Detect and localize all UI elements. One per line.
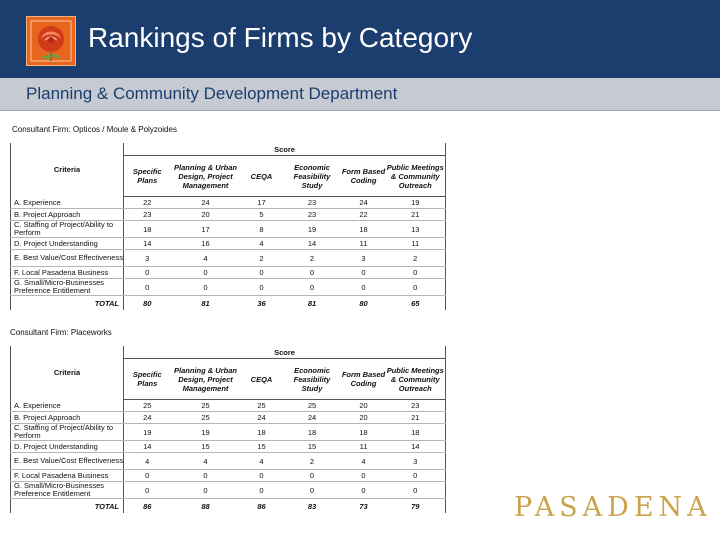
table-cell: 0 bbox=[171, 482, 241, 499]
rose-logo-icon bbox=[26, 16, 76, 66]
table-row bbox=[11, 279, 446, 296]
table-cell: 11 bbox=[342, 238, 386, 250]
table-cell: 15 bbox=[241, 441, 283, 453]
column-header-urban-design: Planning & Urban Design, Project Management bbox=[171, 359, 241, 400]
table-cell: 0 bbox=[124, 482, 171, 499]
table-cell: 17 bbox=[171, 221, 241, 238]
row-label: E. Best Value/Cost Effectiveness bbox=[11, 250, 124, 267]
table-cell: 2 bbox=[241, 250, 283, 267]
table-cell: 0 bbox=[386, 482, 446, 499]
table-cell: 24 bbox=[124, 412, 171, 424]
total-cell: 86 bbox=[143, 501, 152, 511]
column-header-economic: Economic Feasibility Study bbox=[283, 359, 342, 400]
column-header-form-based: Form Based Coding bbox=[342, 359, 386, 400]
total-cell: 81 bbox=[307, 298, 317, 308]
table-cell: 19 bbox=[124, 424, 171, 441]
table-cell: 23 bbox=[283, 209, 342, 221]
firm-label-placeworks: Consultant Firm: Placeworks bbox=[10, 328, 112, 337]
table-cell: 4 bbox=[342, 453, 386, 470]
table-row bbox=[11, 482, 446, 499]
table-cell: 19 bbox=[171, 424, 241, 441]
criteria-header: Criteria bbox=[11, 346, 124, 400]
total-label: TOTAL bbox=[11, 296, 124, 311]
table-cell: 0 bbox=[124, 279, 171, 296]
table-cell: 0 bbox=[241, 470, 283, 482]
table-cell: 23 bbox=[124, 209, 171, 221]
table-cell: 0 bbox=[342, 279, 386, 296]
total-row bbox=[11, 499, 446, 514]
table-cell: 0 bbox=[386, 470, 446, 482]
table-row bbox=[11, 424, 446, 441]
criteria-header: Criteria bbox=[11, 143, 124, 197]
table-row bbox=[11, 441, 446, 453]
table-cell: 18 bbox=[342, 221, 386, 238]
score-table-placeworks bbox=[10, 346, 446, 513]
column-header-specific-plans: Specific Plans bbox=[124, 156, 171, 197]
table-cell: 18 bbox=[283, 424, 342, 441]
table-cell: 0 bbox=[283, 470, 342, 482]
table-cell: 17 bbox=[241, 197, 283, 209]
table-cell: 5 bbox=[241, 209, 283, 221]
row-label: F. Local Pasadena Business bbox=[11, 267, 124, 279]
table-cell: 19 bbox=[386, 197, 446, 209]
table-cell: 18 bbox=[342, 424, 386, 441]
row-label: F. Local Pasadena Business bbox=[11, 470, 124, 482]
table-cell: 24 bbox=[171, 197, 241, 209]
table-row bbox=[11, 412, 446, 424]
table-cell: 4 bbox=[171, 453, 241, 470]
table-cell: 22 bbox=[124, 197, 171, 209]
table-cell: 14 bbox=[386, 441, 446, 453]
table-row bbox=[11, 238, 446, 250]
total-cell: 81 bbox=[201, 298, 210, 308]
total-cell: 88 bbox=[201, 501, 210, 511]
table-cell: 23 bbox=[386, 400, 446, 412]
table-cell: 0 bbox=[283, 482, 342, 499]
table-cell: 19 bbox=[283, 221, 342, 238]
table-row bbox=[11, 453, 446, 470]
row-label: D. Project Understanding bbox=[11, 441, 124, 453]
table-cell: 0 bbox=[342, 267, 386, 279]
table-cell: 13 bbox=[386, 221, 446, 238]
column-header-public-meetings: Public Meetings & Community Outreach bbox=[386, 359, 446, 400]
table-cell: 21 bbox=[386, 412, 446, 424]
table-cell: 0 bbox=[241, 482, 283, 499]
table-cell: 18 bbox=[241, 424, 283, 441]
table-cell: 14 bbox=[124, 238, 171, 250]
table-cell: 8 bbox=[241, 221, 283, 238]
table-cell: 0 bbox=[124, 267, 171, 279]
table-cell: 24 bbox=[283, 412, 342, 424]
table-row bbox=[11, 400, 446, 412]
score-table-opticos bbox=[10, 143, 446, 310]
table-cell: 0 bbox=[124, 470, 171, 482]
column-header-ceqa: CEQA bbox=[241, 359, 283, 400]
row-label: E. Best Value/Cost Effectiveness bbox=[11, 453, 124, 470]
table-cell: 0 bbox=[171, 470, 241, 482]
total-row bbox=[11, 296, 446, 311]
table-cell: 24 bbox=[241, 412, 283, 424]
row-label: D. Project Understanding bbox=[11, 238, 124, 250]
table-cell: 0 bbox=[171, 279, 241, 296]
table-cell: 16 bbox=[171, 238, 241, 250]
table-cell: 15 bbox=[283, 441, 342, 453]
page-title: Rankings of Firms by Category bbox=[88, 22, 473, 53]
table-cell: 21 bbox=[386, 209, 446, 221]
row-label: G. Small/Micro-Businesses Preference Entitlement bbox=[11, 482, 124, 499]
total-cell: 80 bbox=[143, 298, 152, 308]
table-row bbox=[11, 209, 446, 221]
row-label: A. Experience bbox=[11, 400, 124, 412]
table-cell: 0 bbox=[283, 267, 342, 279]
table-cell: 22 bbox=[342, 209, 386, 221]
total-cell: 73 bbox=[359, 501, 368, 511]
column-header-specific-plans: Specific Plans bbox=[124, 359, 171, 400]
total-cell: 65 bbox=[386, 296, 446, 311]
column-header-urban-design: Planning & Urban Design, Project Management bbox=[171, 156, 241, 197]
table-cell: 0 bbox=[283, 279, 342, 296]
table-cell: 11 bbox=[386, 238, 446, 250]
table-cell: 4 bbox=[241, 453, 283, 470]
table-cell: 0 bbox=[386, 267, 446, 279]
table-cell: 0 bbox=[241, 279, 283, 296]
total-label: TOTAL bbox=[11, 499, 124, 514]
table-cell: 2 bbox=[283, 250, 342, 267]
table-cell: 0 bbox=[171, 267, 241, 279]
firm-label-opticos: Consultant Firm: Opticos / Moule & Polyzoides bbox=[12, 125, 177, 134]
table-cell: 4 bbox=[171, 250, 241, 267]
table-cell: 20 bbox=[342, 412, 386, 424]
pasadena-wordmark: PASADENA bbox=[514, 492, 712, 523]
table-cell: 0 bbox=[342, 482, 386, 499]
total-cell: 80 bbox=[359, 298, 368, 308]
table-cell: 2 bbox=[283, 453, 342, 470]
row-label: C. Staffing of Project/Ability to Perform bbox=[11, 221, 124, 238]
table-cell: 25 bbox=[283, 400, 342, 412]
table-cell: 3 bbox=[124, 250, 171, 267]
table-cell: 3 bbox=[342, 250, 386, 267]
table-cell: 15 bbox=[171, 441, 241, 453]
score-header: Score bbox=[124, 143, 446, 156]
table-cell: 25 bbox=[171, 400, 241, 412]
row-label: B. Project Approach bbox=[11, 209, 124, 221]
table-cell: 25 bbox=[241, 400, 283, 412]
total-cell: 36 bbox=[257, 298, 266, 308]
department-subtitle: Planning & Community Development Department bbox=[26, 84, 398, 103]
table-cell: 20 bbox=[171, 209, 241, 221]
subtitle-bar bbox=[0, 78, 720, 111]
column-header-public-meetings: Public Meetings & Community Outreach bbox=[386, 156, 446, 197]
total-cell: 83 bbox=[307, 501, 317, 511]
table-cell: 0 bbox=[241, 267, 283, 279]
table-cell: 11 bbox=[342, 441, 386, 453]
table-cell: 24 bbox=[342, 197, 386, 209]
table-cell: 23 bbox=[283, 197, 342, 209]
table-cell: 0 bbox=[386, 279, 446, 296]
total-cell: 79 bbox=[386, 499, 446, 514]
column-header-form-based: Form Based Coding bbox=[342, 156, 386, 197]
row-label: C. Staffing of Project/Ability to Perform bbox=[11, 424, 124, 441]
table-cell: 4 bbox=[241, 238, 283, 250]
table-cell: 18 bbox=[124, 221, 171, 238]
table-cell: 25 bbox=[124, 400, 171, 412]
score-header: Score bbox=[124, 346, 446, 359]
table-cell: 0 bbox=[342, 470, 386, 482]
table-row bbox=[11, 267, 446, 279]
column-header-ceqa: CEQA bbox=[241, 156, 283, 197]
row-label: G. Small/Micro-Businesses Preference Entitlement bbox=[11, 279, 124, 296]
table-cell: 18 bbox=[386, 424, 446, 441]
table-row bbox=[11, 221, 446, 238]
table-cell: 3 bbox=[386, 453, 446, 470]
row-label: B. Project Approach bbox=[11, 412, 124, 424]
table-cell: 14 bbox=[124, 441, 171, 453]
row-label: A. Experience bbox=[11, 197, 124, 209]
table-cell: 25 bbox=[171, 412, 241, 424]
column-header-economic: Economic Feasibility Study bbox=[283, 156, 342, 197]
table-cell: 2 bbox=[386, 250, 446, 267]
table-cell: 4 bbox=[124, 453, 171, 470]
total-cell: 86 bbox=[257, 501, 266, 511]
table-cell: 14 bbox=[283, 238, 342, 250]
header-banner bbox=[0, 0, 720, 78]
table-cell: 20 bbox=[342, 400, 386, 412]
table-row bbox=[11, 197, 446, 209]
table-row bbox=[11, 470, 446, 482]
table-row bbox=[11, 250, 446, 267]
